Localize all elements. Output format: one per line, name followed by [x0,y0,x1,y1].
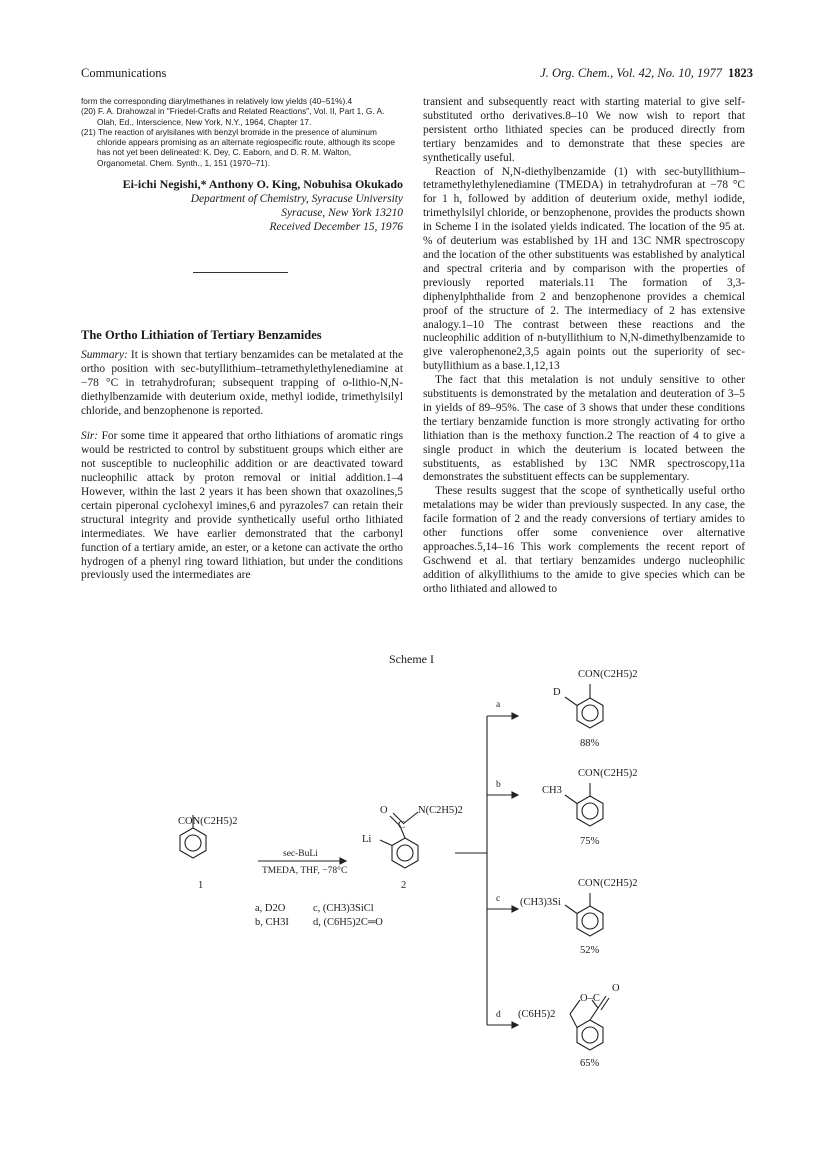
intermediate-C: C [398,820,406,831]
product-d-carbonyl: O [612,983,620,994]
summary-text: It is shown that tertiary benzamides can be metalated at the ortho position with sec-butyllithium–tetramethylethylenediamine at −78 °C in tetrahydrofuran; subsequent trapping of o-lithio-N,N-diethylbenzamide with deuterium oxide, methyl iodide, trimethylsilyl chloride, and benzophenone is reported. [81,348,403,417]
product-b-sub: CH3 [542,785,562,796]
reagent-a: a, D2O [255,903,286,914]
paragraph: The fact that this metalation is not unduly sensitive to other substituents is demonstrated by the metalation and deuteration of 3–5 in yields of 89–95%. The case of 3 shows that under these conditions the tertiary benzamide function is more strongly activating for ortho lithiation than is the methoxy function.2 The reaction of 4 to give a single product in which the deuterium is located between the substituents, as established by 13C NMR spectroscopy,11a demonstrates the substituent effects can be supplementary. [423,374,745,484]
sir-text: For some time it appeared that ortho lithiations of aromatic rings would be restricted to control by substituent groups which either are not susceptible to nucleophilic addition or are deactivated toward nucleophilic attack by proton removal or initial addition.1–4 However, within the last 2 years it has been shown that oxazolines,5 certain piperonal cyclohexyl imines,6 and pyrazoles7 can retain their structural integrity and provide synthetically useful ortho lithiated intermediates. We have earlier demonstrated that the carbonyl function of a tertiary amide, an ester, or a ketone can activate the ortho hydrogen of a phenyl ring toward lithiation, but under the conditions previously used the intermediates are [81,430,403,582]
reference-item: form the corresponding diarylmethanes in relatively low yields (40–51%).4 [81,96,353,106]
product-ring-d [570,996,609,1050]
affiliation-line: Syracuse, New York 13210 [281,206,403,219]
reagent-bottom: TMEDA, THF, −78°C [262,866,348,876]
article-title: The Ortho Lithiation of Tertiary Benzamides [81,327,322,342]
product-d-ring-o: O–C [580,993,600,1004]
intermediate-group: N(C2H5)2 [418,805,463,816]
scheme-title: Scheme I [389,652,434,666]
running-header-right [540,66,753,81]
path-letter-c: c [496,894,501,904]
path-letter-a: a [496,700,501,710]
right-column [423,96,745,597]
reagent-top: sec-BuLi [283,849,318,859]
reagent-c: c, (CH3)3SiCl [313,903,374,914]
left-column [81,96,403,583]
compound-label-2: 2 [401,880,407,891]
path-letter-b: b [496,780,501,790]
product-b-group: CON(C2H5)2 [578,768,638,779]
paragraph: Reaction of N,N-diethylbenzamide (1) with sec-butyllithium–tetramethylethylenediamine (TMEDA) in tetrahydrofuran at −78 °C for 1 h, followed by addition of deuterium oxide, methyl iodide, trimethylsilyl chloride, or benzophenone, provides the products shown in Scheme I in the isolated yields indicated. The location of the 95 at. % of deuterium was established by 1H and 13C NMR spectroscopy and the location of the other substituents was established by analytical and spectral criteria and by comparison with the properties of previously reported materials.11 The formation of 3,3-diphenylphthalide from 2 and benzophenone provides a chemical proof of the structure of 2. The intermediacy of 2 has extensive analogy.1–10 The contrast between these reactions and the nucleophilic addition of n-butyllithium to N,N-dimethylbenzamide to give valerophenone2,3,5 again points out the superiority of sec-butyllithium as a base.1,12,13 [423,165,745,373]
product-ring-c [565,893,603,936]
affiliation [81,192,403,234]
running-header-left: Communications [81,66,167,80]
start-group: CON(C2H5)2 [178,816,238,827]
product-a-sub: D [553,687,561,698]
received-date: Received December 15, 1976 [269,220,403,233]
intermediate-O: O [380,805,388,816]
product-c-sub: (CH3)3Si [520,897,561,908]
divider [193,272,288,273]
product-c-group: CON(C2H5)2 [578,878,638,889]
references-block [81,96,403,168]
paragraph: These results suggest that the scope of synthetically useful ortho metalations may be wider than previously suspected. In any case, the facile formation of 2 and the ready conversions of tertiary amides to other functions offer some convenience over alternative approaches.5,14–16 This work complements the recent report of Gschwend et al. that tertiary benzamides undergo nucleophilic addition of alkyllithiums to the amide to give species which can be ortho lithiated and allowed to [423,485,745,595]
sir-label: Sir: [81,430,99,443]
product-ring-b [565,783,603,826]
page-number: 1823 [728,66,753,80]
body-intro [81,430,403,583]
product-a-group: CON(C2H5)2 [578,669,638,680]
compound-label-1: 1 [198,880,204,891]
product-c-yield: 52% [580,945,600,956]
intermediate-Li: Li [362,834,372,845]
product-ring-a [565,684,603,728]
reagent-b: b, CH3I [255,917,289,928]
paragraph: transient and subsequently react with starting material to give self-substituted ortho derivatives.8–10 We now wish to report that persistent ortho lithiated species can be produced directly from tertiary benzamides and to demonstrate that these species are synthetically useful. [423,96,745,164]
affiliation-line: Department of Chemistry, Syracuse University [190,192,403,205]
journal-citation: J. Org. Chem., Vol. 42, No. 10, 1977 [540,66,722,80]
product-b-yield: 75% [580,836,600,847]
reference-item: (21) The reaction of arylsilanes with benzyl bromide in the presence of aluminum chloride appears promising as an alternate regiospecific route, although its scope has not yet been delineated: K. Dey, C. Eaborn, and D. R. M. Walton, Organometal. Chem. Synth., 1, 151 (1970–71). [81,126,395,168]
summary-label: Summary: [81,348,128,361]
authors: Ei-ichi Negishi,* Anthony O. King, Nobuhisa Okukado [122,177,403,192]
summary [81,349,403,419]
product-a-yield: 88% [580,738,600,749]
path-letter-d: d [496,1010,501,1020]
reagent-d: d, (C6H5)2C═O [313,917,383,928]
product-d-sub: (C6H5)2 [518,1009,556,1020]
product-d-yield: 65% [580,1058,600,1069]
reference-item: (20) F. A. Drahowzal in "Friedel-Crafts and Related Reactions", Vol. II, Part 1, G. A. Olah, Ed., Interscience, New York, N.Y., 1964, Chapter 17. [81,106,385,127]
